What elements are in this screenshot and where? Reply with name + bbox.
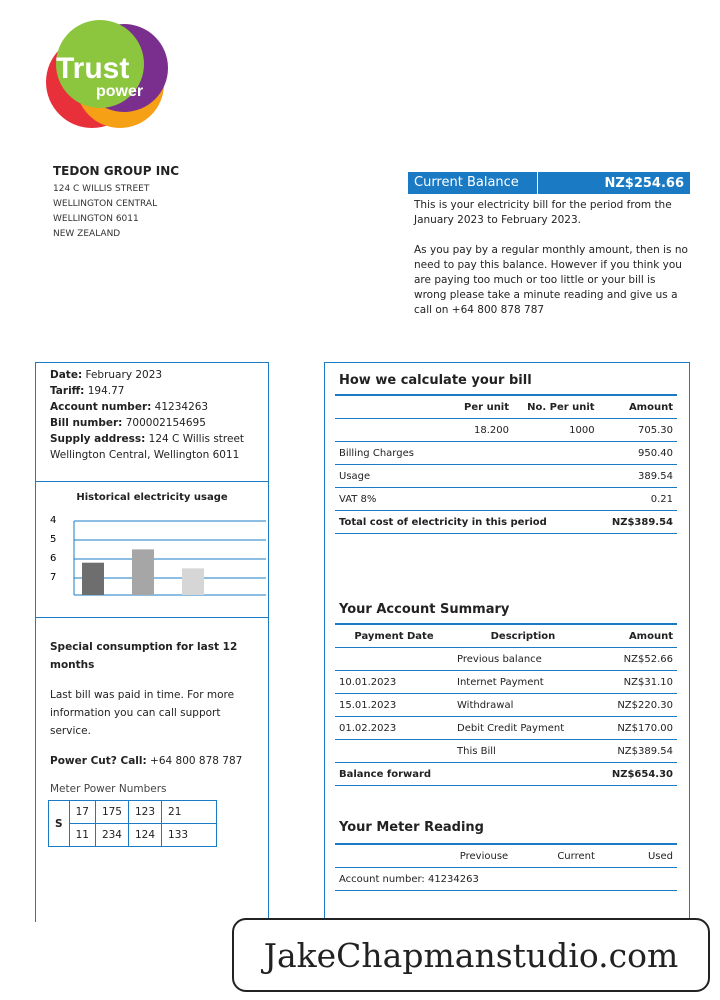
table-row: Billing Charges 950.40	[335, 442, 677, 465]
meter-reading-table: Previouse Current Used Account number: 41234263	[335, 843, 677, 891]
svg-text:power: power	[96, 83, 144, 100]
watermark: JakeChapmanstudio.com	[232, 918, 710, 992]
usage-chart	[36, 503, 268, 603]
chart-bar	[182, 568, 204, 595]
table-row: VAT 8% 0.21	[335, 488, 677, 511]
bill-calculation-panel	[324, 362, 690, 922]
bill-details: Date: February 2023 Tariff: 194.77 Account number: 41234263 Bill number: 700002154695 Supply address: 124 C Willis street Wellington Central, Wellington 6011	[50, 369, 245, 461]
summary-title: Your Account Summary	[339, 602, 510, 617]
y-tick-label: 4	[50, 515, 57, 526]
summary-table: Payment Date Description Amount Previous balance NZ$52.66 10.01.2023 Internet Payment NZ$31.10 15.01.2023 Withdrawal NZ$220.30 01.02.2023 Debit Credit Payment NZ$170.00 This Bill NZ$389.54 Balance forward NZ$654.30	[335, 623, 677, 786]
trustpower-logo	[42, 20, 174, 140]
y-tick-label: 5	[50, 534, 57, 545]
table-row: 15.01.2023 Withdrawal NZ$220.30	[335, 694, 677, 717]
svg-text:Trust: Trust	[56, 52, 130, 85]
y-tick-label: 7	[50, 572, 57, 583]
table-row: 01.02.2023 Debit Credit Payment NZ$170.00	[335, 717, 677, 740]
current-balance-value: NZ$254.66	[604, 175, 684, 191]
chart-title: Historical electricity usage	[76, 492, 228, 503]
calc-title: How we calculate your bill	[339, 373, 532, 388]
table-row: Previous balance NZ$52.66	[335, 648, 677, 671]
bill-info-panel	[35, 362, 269, 922]
meter-power-table: S 17 175 123 21 11 234 124 133	[48, 800, 217, 847]
current-balance-bar	[408, 172, 690, 194]
meter-reading-title: Your Meter Reading	[339, 820, 484, 835]
customer-address: 124 C WILLIS STREET WELLINGTON CENTRAL WELLINGTON 6011 NEW ZEALAND	[53, 184, 158, 239]
table-row: 10.01.2023 Internet Payment NZ$31.10	[335, 671, 677, 694]
table-row: Account number: 41234263	[335, 868, 677, 891]
special-consumption: Special consumption for last 12 months Last bill was paid in time. For more information you can call support service. Power Cut? Call: +64 800 878 787 Meter Power Numbers S 17 175 123 21 11 234 124 133	[36, 618, 268, 857]
chart-bar	[82, 563, 104, 595]
chart-bar	[132, 549, 154, 595]
table-row: 18.200 1000 705.30	[335, 419, 677, 442]
table-row: This Bill NZ$389.54	[335, 740, 677, 763]
calc-table: Per unit No. Per unit Amount 18.200 1000 705.30 Billing Charges 950.40 Usage 389.54 VAT 8% 0.21 Total cost of electricity in this period NZ$389.54	[335, 394, 677, 534]
table-row: Balance forward NZ$654.30	[335, 763, 677, 786]
table-row: Total cost of electricity in this period NZ$389.54	[335, 511, 677, 534]
customer-company: TEDON GROUP INC	[53, 164, 180, 178]
table-row: Usage 389.54	[335, 465, 677, 488]
balance-description: This is your electricity bill for the period from the January 2023 to February 2023. As you pay by a regular monthly amount, then is no need to pay this balance. However if you think you are paying too much or too little or your bill is wrong please take a minute reading and give us a call on +64 800 878 787	[414, 199, 688, 316]
y-tick-label: 6	[50, 553, 57, 564]
current-balance-label: Current Balance	[414, 172, 538, 194]
